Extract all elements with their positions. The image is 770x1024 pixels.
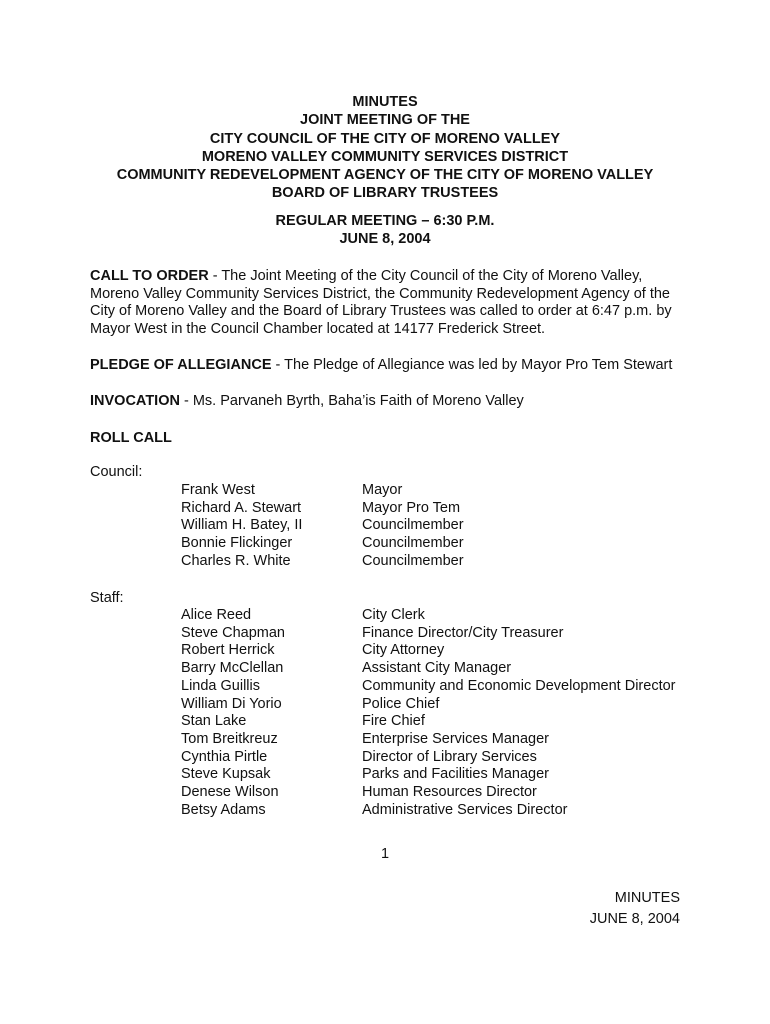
- footer-date: JUNE 8, 2004: [589, 911, 680, 927]
- person-title: Administrative Services Director: [362, 801, 568, 818]
- heading-line: BOARD OF LIBRARY TRUSTEES: [271, 185, 499, 202]
- person-title: Mayor Pro Tem: [362, 499, 461, 516]
- meeting-info: [0, 212, 770, 249]
- person-name: Bonnie Flickinger: [181, 535, 293, 552]
- person-name: Charles R. White: [181, 552, 291, 569]
- invocation-section: [90, 393, 682, 411]
- heading-line: COMMUNITY REDEVELOPMENT AGENCY OF THE CITY OF MORENO VALLEY: [116, 167, 654, 184]
- person-name: Linda Guillis: [181, 677, 260, 694]
- person-name: Tom Breitkreuz: [181, 730, 278, 747]
- person-name: Alice Reed: [181, 607, 252, 623]
- meeting-date: JUNE 8, 2004: [339, 231, 431, 248]
- person-name: Frank West: [181, 482, 255, 498]
- person-title: Enterprise Services Manager: [362, 730, 549, 747]
- person-title: Councilmember: [362, 535, 464, 552]
- person-name: Robert Herrick: [181, 642, 275, 659]
- person-title: Human Resources Director: [362, 784, 537, 800]
- invocation-text: - Ms. Parvaneh Byrth, Baha’is Faith of Moreno Valley: [179, 393, 524, 409]
- pledge-label: PLEDGE OF ALLEGIANCE: [90, 357, 272, 373]
- person-title: Assistant City Manager: [362, 660, 512, 677]
- person-name: William Di Yorio: [181, 695, 282, 712]
- call-to-order-label: CALL TO ORDER: [90, 268, 209, 284]
- person-title: City Clerk: [362, 607, 425, 623]
- person-name: Stan Lake: [181, 713, 247, 730]
- person-title: Police Chief: [362, 695, 440, 712]
- person-name: Steve Chapman: [181, 624, 285, 641]
- heading-line: MORENO VALLEY COMMUNITY SERVICES DISTRICT: [201, 148, 569, 165]
- person-name: Steve Kupsak: [181, 766, 271, 783]
- person-title: Finance Director/City Treasurer: [362, 624, 564, 641]
- person-title: Mayor: [362, 482, 403, 498]
- council-label: Council:: [90, 464, 143, 480]
- page-number: 1: [380, 846, 390, 862]
- heading-line: MINUTES: [352, 94, 418, 110]
- pledge-section: [90, 357, 682, 375]
- person-title: Councilmember: [362, 517, 464, 534]
- person-title: Community and Economic Development Director: [362, 677, 676, 694]
- person-title: Fire Chief: [362, 713, 425, 730]
- person-title: Councilmember: [362, 552, 464, 569]
- call-to-order-text: - The Joint Meeting of the City Council of the City of Moreno Valley, Moreno Valley Community Services District, the Community Redevelopment Agency of the City of Moreno Valley and the Board of Library Trustees was called to order at 6:47 p.m. by Mayor West in the Council Chamber located at 14177 Frederick Street.: [90, 268, 672, 337]
- person-title: City Attorney: [362, 642, 445, 659]
- person-name: Denese Wilson: [181, 784, 279, 800]
- person-name: Betsy Adams: [181, 801, 266, 818]
- person-title: Parks and Facilities Manager: [362, 766, 549, 783]
- call-to-order-section: [90, 268, 682, 338]
- footer-title: MINUTES: [614, 890, 680, 906]
- person-name: William H. Batey, II: [181, 517, 303, 534]
- staff-label: Staff:: [90, 590, 124, 606]
- person-name: Richard A. Stewart: [181, 499, 302, 516]
- invocation-label: INVOCATION: [90, 393, 180, 409]
- heading-line: CITY COUNCIL OF THE CITY OF MORENO VALLEY: [209, 130, 561, 147]
- roll-call-heading: ROLL CALL: [90, 430, 172, 446]
- person-title: Director of Library Services: [362, 748, 537, 765]
- document-heading: [0, 93, 770, 203]
- pledge-text: - The Pledge of Allegiance was led by Mayor Pro Tem Stewart: [271, 357, 673, 373]
- page-footer: [590, 888, 680, 930]
- person-name: Cynthia Pirtle: [181, 748, 268, 765]
- meeting-type: REGULAR MEETING – 6:30 P.M.: [275, 213, 495, 229]
- person-name: Barry McClellan: [181, 660, 284, 677]
- heading-line: JOINT MEETING OF THE: [300, 112, 470, 129]
